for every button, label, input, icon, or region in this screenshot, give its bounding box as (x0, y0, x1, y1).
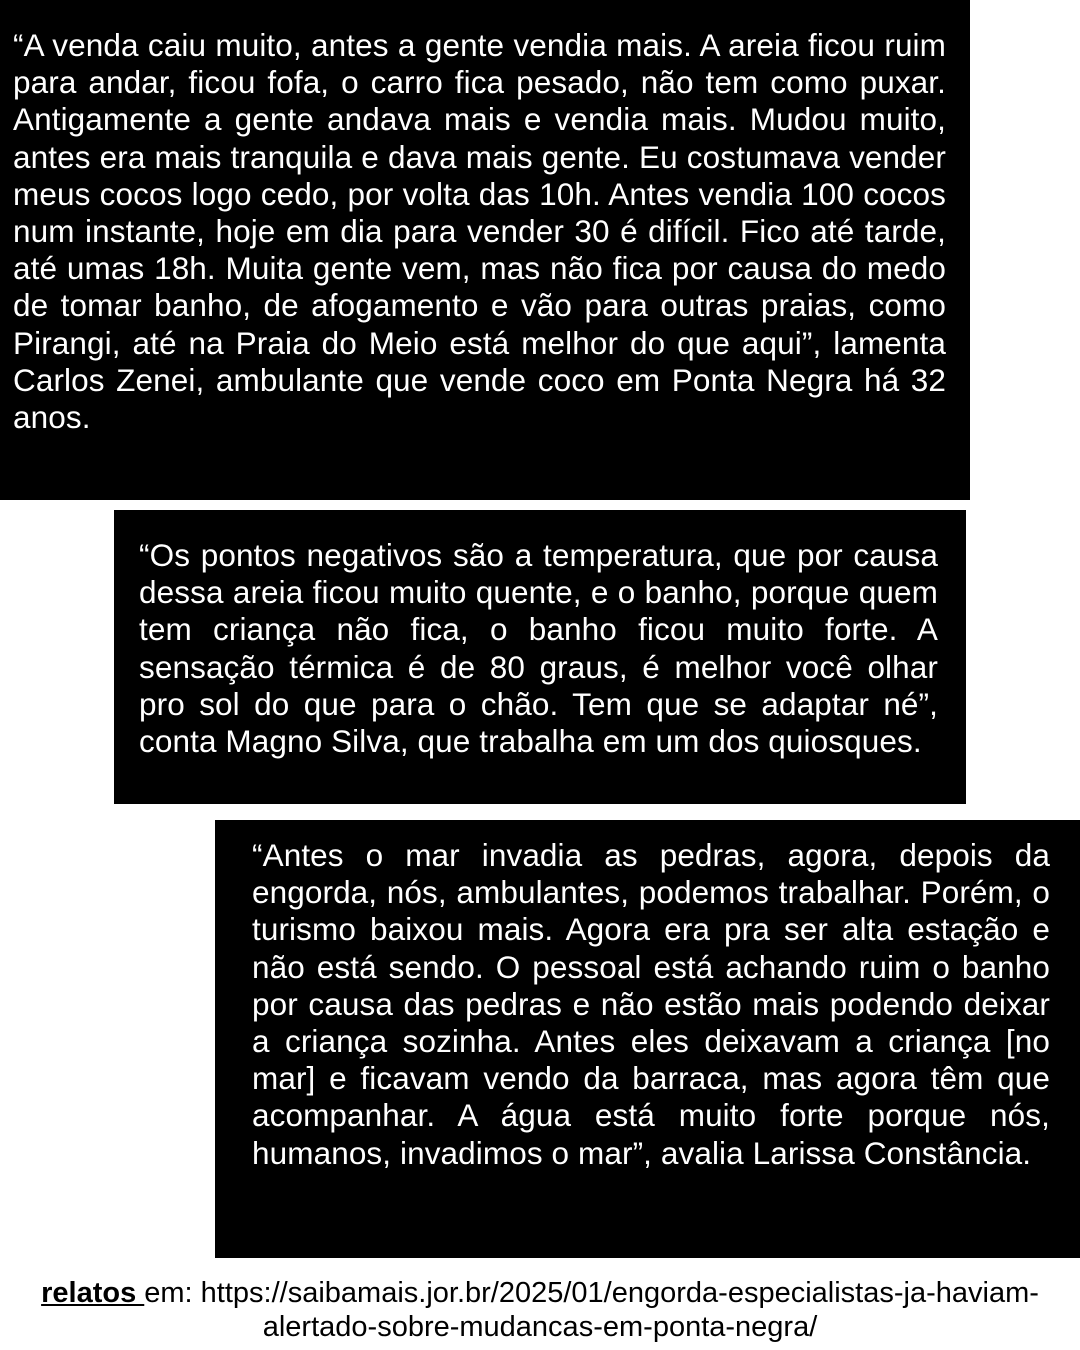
source-prefix: em: (144, 1277, 201, 1309)
source-label: relatos (41, 1277, 145, 1309)
quote-box-magno-silva (114, 510, 966, 804)
quote-text: “A venda caiu muito, antes a gente vendia mais. A areia ficou ruim para andar, ficou fofa, o carro fica pesado, não tem como puxar. Antigamente a gente andava mais e vendia mais. Mudou muito, antes era mais tranquila e dava mais gente. Eu costumava vender meus cocos logo cedo, por volta das 10h. Antes vendia 100 cocos num instante, hoje em dia para vender 30 é difícil. Fico até tarde, até umas 18h. Muita gente vem, mas não fica por causa do medo de tomar banho, de afogamento e vão para outras praias, como Pirangi, até na Praia do Meio está melhor do que aqui”, lamenta Carlos Zenei, ambulante que vende coco em Ponta Negra há 32 anos. (13, 27, 946, 436)
source-url: https://saibamais.jor.br/2025/01/engorda-especialistas-ja-haviam-alertado-sobre-mudancas-em-ponta-negra/ (200, 1277, 1039, 1343)
quote-text: “Os pontos negativos são a temperatura, que por causa dessa areia ficou muito quente, e o banho, porque quem tem criança não fica, o banho ficou muito forte. A sensação térmica é de 80 graus, é melhor você olhar pro sol do que para o chão. Tem que se adaptar né”, conta Magno Silva, que trabalha em um dos quiosques. (139, 537, 938, 760)
quote-text: “Antes o mar invadia as pedras, agora, depois da engorda, nós, ambulantes, podemos trabalhar. Porém, o turismo baixou mais. Agora era pra ser alta estação e não está sendo. O pessoal está achando ruim o banho por causa das pedras e não estão mais podendo deixar a criança sozinha. Antes eles deixavam a criança [no mar] e ficavam vendo da barraca, mas agora têm que acompanhar. A água está muito forte porque nós, humanos, invadimos o mar”, avalia Larissa Constância. (252, 837, 1050, 1171)
quote-box-carlos-zenei (0, 0, 970, 500)
quote-box-larissa-constancia (215, 820, 1080, 1258)
source-citation (0, 1276, 1080, 1344)
